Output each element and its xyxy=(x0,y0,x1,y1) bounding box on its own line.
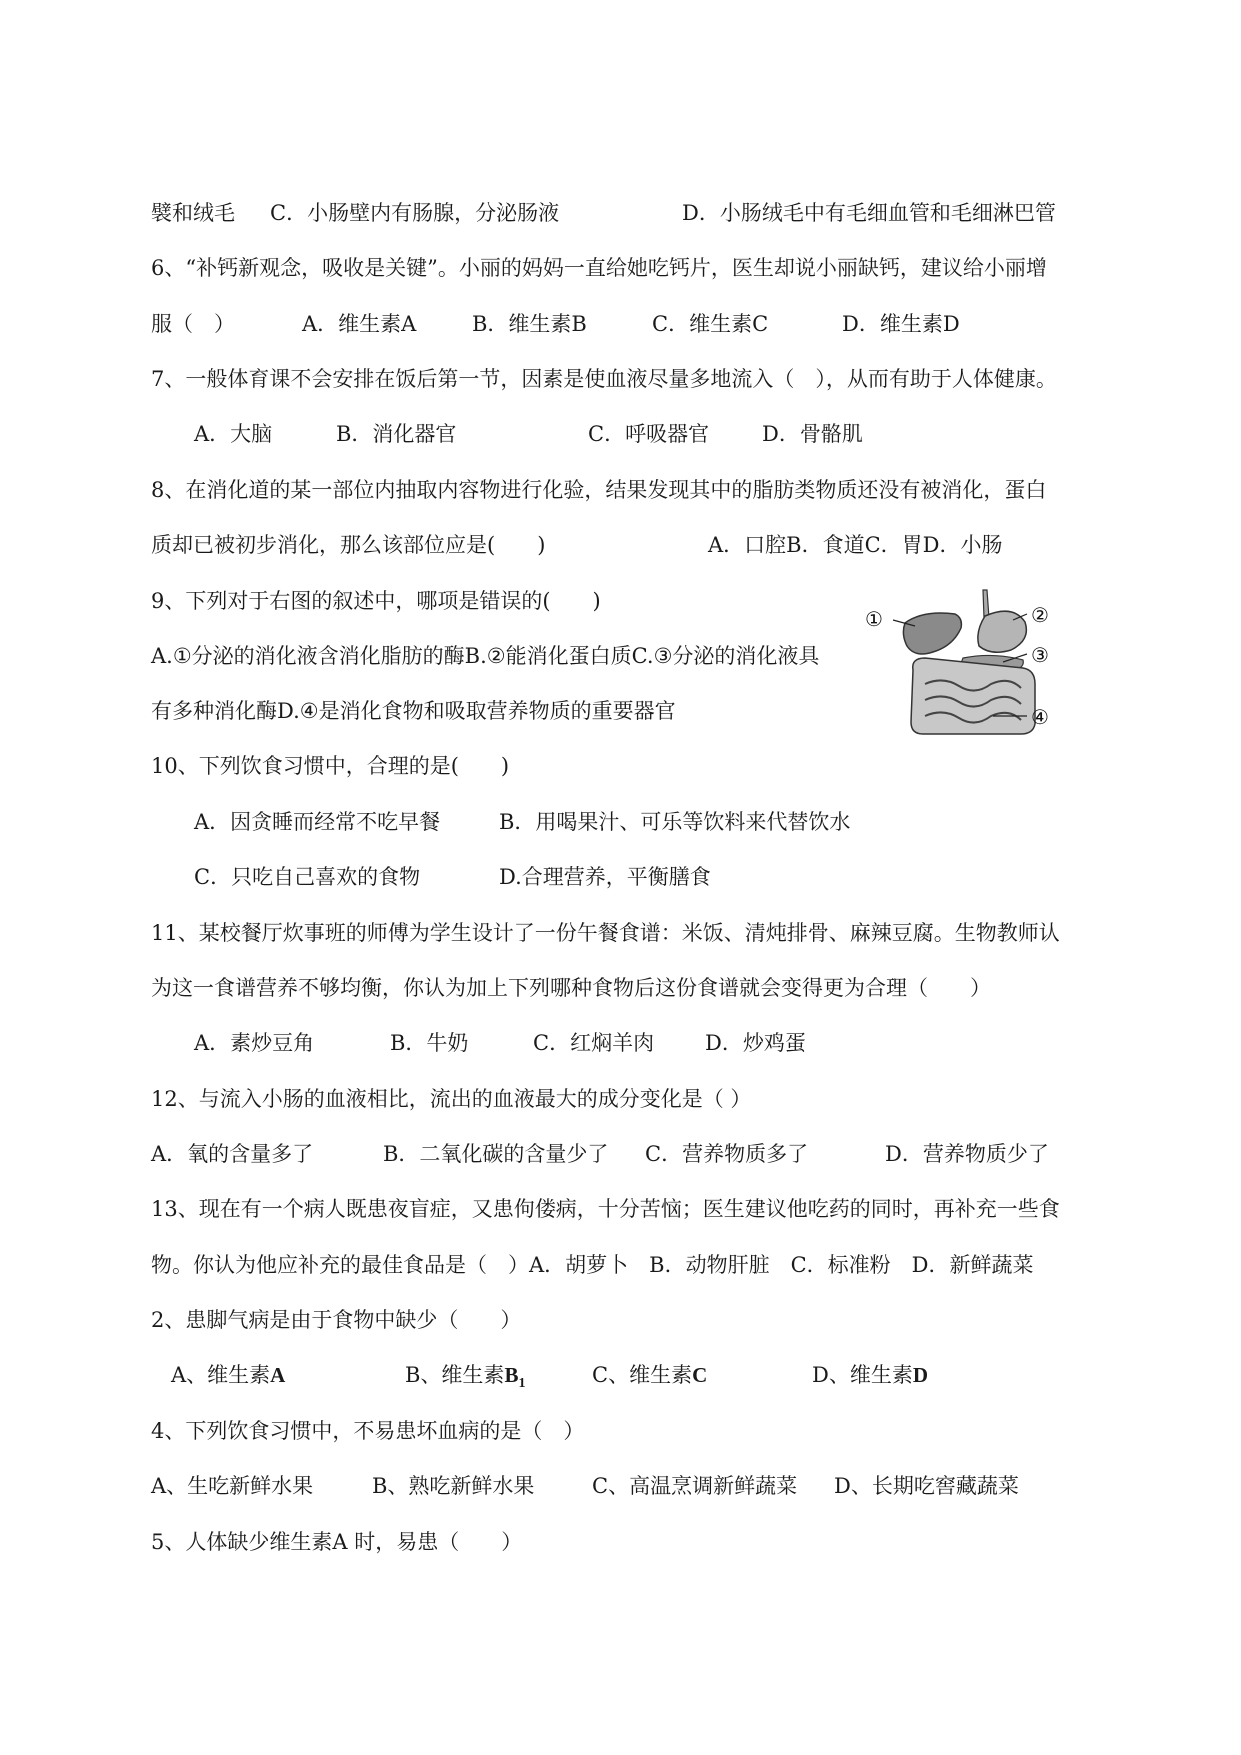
q4-option-d: D、长期吃窖藏蔬菜 xyxy=(834,1474,1019,1498)
q2-c-letter: C xyxy=(692,1363,708,1387)
q6-option-d: D．维生素D xyxy=(842,312,960,336)
q9-options-line2: 有多种消化酶D.④是消化食物和吸取营养物质的重要器官 xyxy=(151,699,676,723)
q6-option-b: B．维生素B xyxy=(472,312,587,336)
q4-option-a: A、生吃新鲜水果 xyxy=(151,1474,314,1498)
q8-stem-line2: 质却已被初步消化，那么该部位应是( ) xyxy=(151,533,546,557)
q4-stem: 4、下列饮食习惯中，不易患坏血病的是（ ） xyxy=(151,1419,585,1443)
q2-b-prefix: B、维生素 xyxy=(405,1363,505,1387)
q5-option-c: C．小肠壁内有肠腺，分泌肠液 xyxy=(270,201,560,225)
q2-option-b xyxy=(405,1361,525,1398)
q2-b-letter: B xyxy=(504,1363,519,1387)
q2-stem: 2、患脚气病是由于食物中缺少（ ） xyxy=(151,1308,522,1332)
digestive-system-diagram xyxy=(863,588,1069,738)
q9-options-line1: A.①分泌的消化液含消化脂肪的酶B.②能消化蛋白质C.③分泌的消化液具 xyxy=(151,644,820,668)
q12-stem: 12、与流入小肠的血液相比，流出的血液最大的成分变化是（ ） xyxy=(151,1087,752,1111)
q10-option-a: A．因贪睡而经常不吃早餐 xyxy=(194,810,441,834)
q2-option-d xyxy=(812,1361,928,1389)
label-2: ② xyxy=(1031,603,1049,627)
q11-option-c: C．红焖羊肉 xyxy=(533,1031,655,1055)
q12-option-c: C．营养物质多了 xyxy=(645,1142,809,1166)
q8-options: A．口腔B．食道C．胃D．小肠 xyxy=(708,533,1003,557)
q2-option-c xyxy=(592,1361,707,1389)
q7-option-d: D．骨骼肌 xyxy=(762,422,863,446)
q4-option-b: B、熟吃新鲜水果 xyxy=(372,1474,535,1498)
q6-stem-line2: 服（ ） xyxy=(151,312,235,336)
q2-b-subscript: 1 xyxy=(518,1376,526,1392)
q11-option-b: B．牛奶 xyxy=(390,1031,469,1055)
q10-option-c: C．只吃自己喜欢的食物 xyxy=(194,865,421,889)
q7-option-b: B．消化器官 xyxy=(336,422,457,446)
q7-option-a: A．大脑 xyxy=(194,422,273,446)
q2-a-prefix: A、维生素 xyxy=(171,1363,271,1387)
q2-c-prefix: C、维生素 xyxy=(592,1363,693,1387)
q12-option-b: B．二氧化碳的含量少了 xyxy=(383,1142,609,1166)
q11-stem-line2: 为这一食谱营养不够均衡，你认为加上下列哪种食物后这份食谱就会变得更为合理（ ） xyxy=(151,976,991,1000)
q2-option-a xyxy=(171,1361,285,1389)
q11-option-a: A．素炒豆角 xyxy=(194,1031,315,1055)
label-3: ③ xyxy=(1031,643,1049,667)
q8-stem-line1: 8、在消化道的某一部位内抽取内容物进行化验，结果发现其中的脂肪类物质还没有被消化，蛋白 xyxy=(151,478,1047,502)
q11-stem-line1: 11、某校餐厅炊事班的师傅为学生设计了一份午餐食谱：米饭、清炖排骨、麻辣豆腐。生物教师认 xyxy=(151,921,1060,945)
q6-option-a: A．维生素A xyxy=(302,312,417,336)
q10-stem: 10、下列饮食习惯中，合理的是( ) xyxy=(151,754,510,778)
q12-option-a: A．氧的含量多了 xyxy=(151,1142,314,1166)
liver-shape xyxy=(903,613,961,654)
esophagus-shape xyxy=(983,590,989,618)
q10-option-b: B．用喝果汁、可乐等饮料来代替饮水 xyxy=(499,810,851,834)
q11-option-d: D．炒鸡蛋 xyxy=(705,1031,806,1055)
q13-stem-line1: 13、现在有一个病人既患夜盲症，又患佝偻病，十分苦恼；医生建议他吃药的同时，再补充一些食 xyxy=(151,1197,1060,1221)
label-1: ① xyxy=(865,607,883,631)
q5-option-b-tail: 襞和绒毛 xyxy=(151,201,235,225)
label-4: ④ xyxy=(1031,705,1049,729)
q9-stem: 9、下列对于右图的叙述中，哪项是错误的( ) xyxy=(151,589,601,613)
q5-option-d: D．小肠绒毛中有毛细血管和毛细淋巴管 xyxy=(682,201,1056,225)
q6-option-c: C．维生素C xyxy=(652,312,769,336)
q10-option-d: D.合理营养，平衡膳食 xyxy=(499,865,711,889)
q2-d-prefix: D、维生素 xyxy=(812,1363,913,1387)
q13-stem-line2: 物。你认为他应补充的最佳食品是（ ）A．胡萝卜 B．动物肝脏 C．标准粉 D．新鲜蔬菜 xyxy=(151,1253,1034,1277)
q12-option-d: D．营养物质少了 xyxy=(885,1142,1049,1166)
q6-stem-line1: 6、“补钙新观念，吸收是关键”。小丽的妈妈一直给她吃钙片，医生却说小丽缺钙，建议给小丽增 xyxy=(151,256,1047,280)
q7-option-c: C．呼吸器官 xyxy=(588,422,710,446)
q5-stem: 5、人体缺少维生素A 时，易患（ ） xyxy=(151,1530,523,1554)
q2-d-letter: D xyxy=(912,1363,929,1387)
q4-option-c: C、高温烹调新鲜蔬菜 xyxy=(592,1474,798,1498)
q2-a-letter: A xyxy=(270,1363,286,1387)
q7-stem: 7、一般体育课不会安排在饭后第一节，因素是使血液尽量多地流入（ ），从而有助于人体健康。 xyxy=(151,367,1057,391)
